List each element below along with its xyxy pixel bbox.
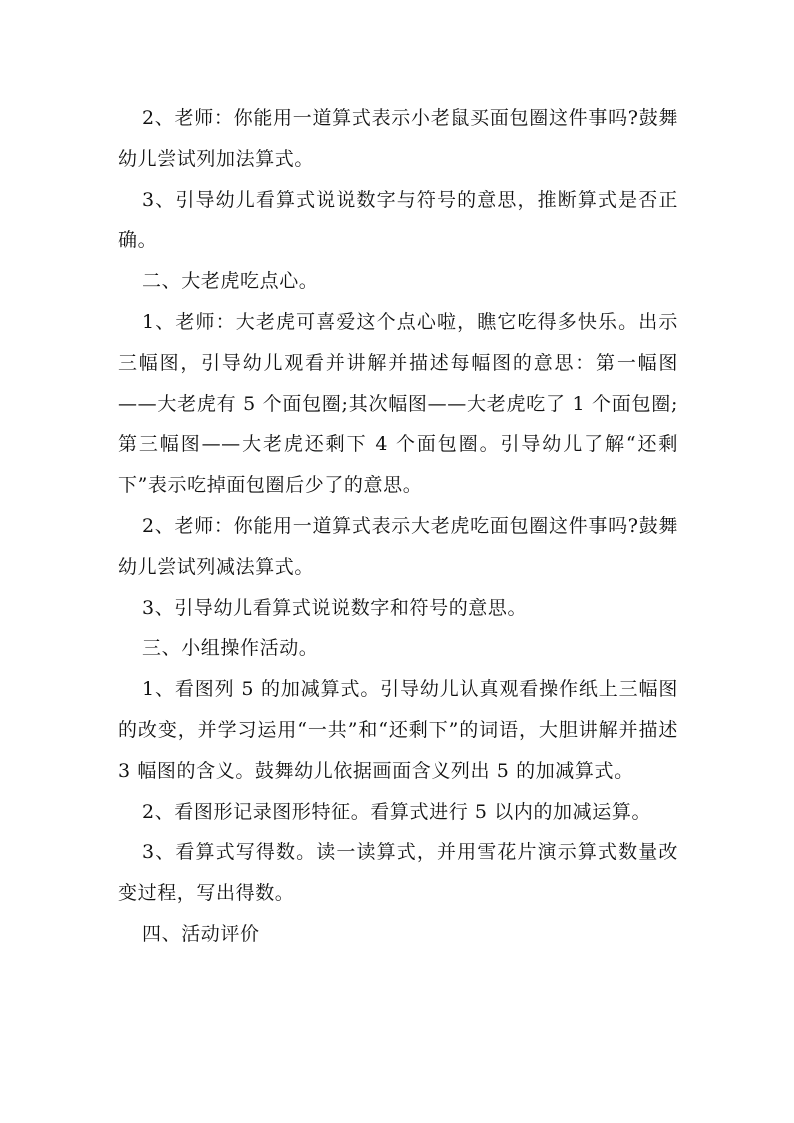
paragraph-step-2-mouse: 2、老师：你能用一道算式表示小老鼠买面包圈这件事吗?鼓舞幼儿尝试列加法算式。: [118, 107, 678, 170]
section-heading-evaluation: 四、活动评价: [142, 922, 260, 945]
section-heading-tiger: 二、大老虎吃点心。: [142, 270, 319, 293]
paragraph-step-3-tiger: 3、引导幼儿看算式说说数字和符号的意思。: [142, 596, 528, 619]
paragraph-activity-3: 3、看算式写得数。读一读算式，并用雪花片演示算式数量改变过程，写出得数。: [118, 841, 678, 905]
paragraph-step-3-symbols: 3、引导幼儿看算式说说数字与符号的意思，推断算式是否正确。: [118, 188, 678, 252]
section-heading-group-activity: 三、小组操作活动。: [142, 637, 319, 660]
paragraph-step-2-tiger: 2、老师：你能用一道算式表示大老虎吃面包圈这件事吗?鼓舞幼儿尝试列减法算式。: [118, 514, 678, 578]
paragraph-step-1-tiger: 1、老师：大老虎可喜爱这个点心啦，瞧它吃得多快乐。出示三幅图，引导幼儿观看并讲解并描述每幅图的意思：第一幅图——大老虎有 5 个面包圈;其次幅图——大老虎吃了 1 个面包圈;第三幅图——大老虎还剩下 4 个面包圈。引导幼儿了解“还剩下”表示吃掉面包圈后少了的意思。: [118, 310, 678, 497]
paragraph-activity-2: 2、看图形记录图形特征。看算式进行 5 以内的加减运算。: [142, 800, 652, 823]
paragraph-activity-1: 1、看图列 5 的加减算式。引导幼儿认真观看操作纸上三幅图的改变，并学习运用“一共”和“还剩下”的词语，大胆讲解并描述 3 幅图的含义。鼓舞幼儿依据画面含义列出 5 的加减算式。: [118, 678, 678, 782]
document-body: [118, 98, 678, 955]
